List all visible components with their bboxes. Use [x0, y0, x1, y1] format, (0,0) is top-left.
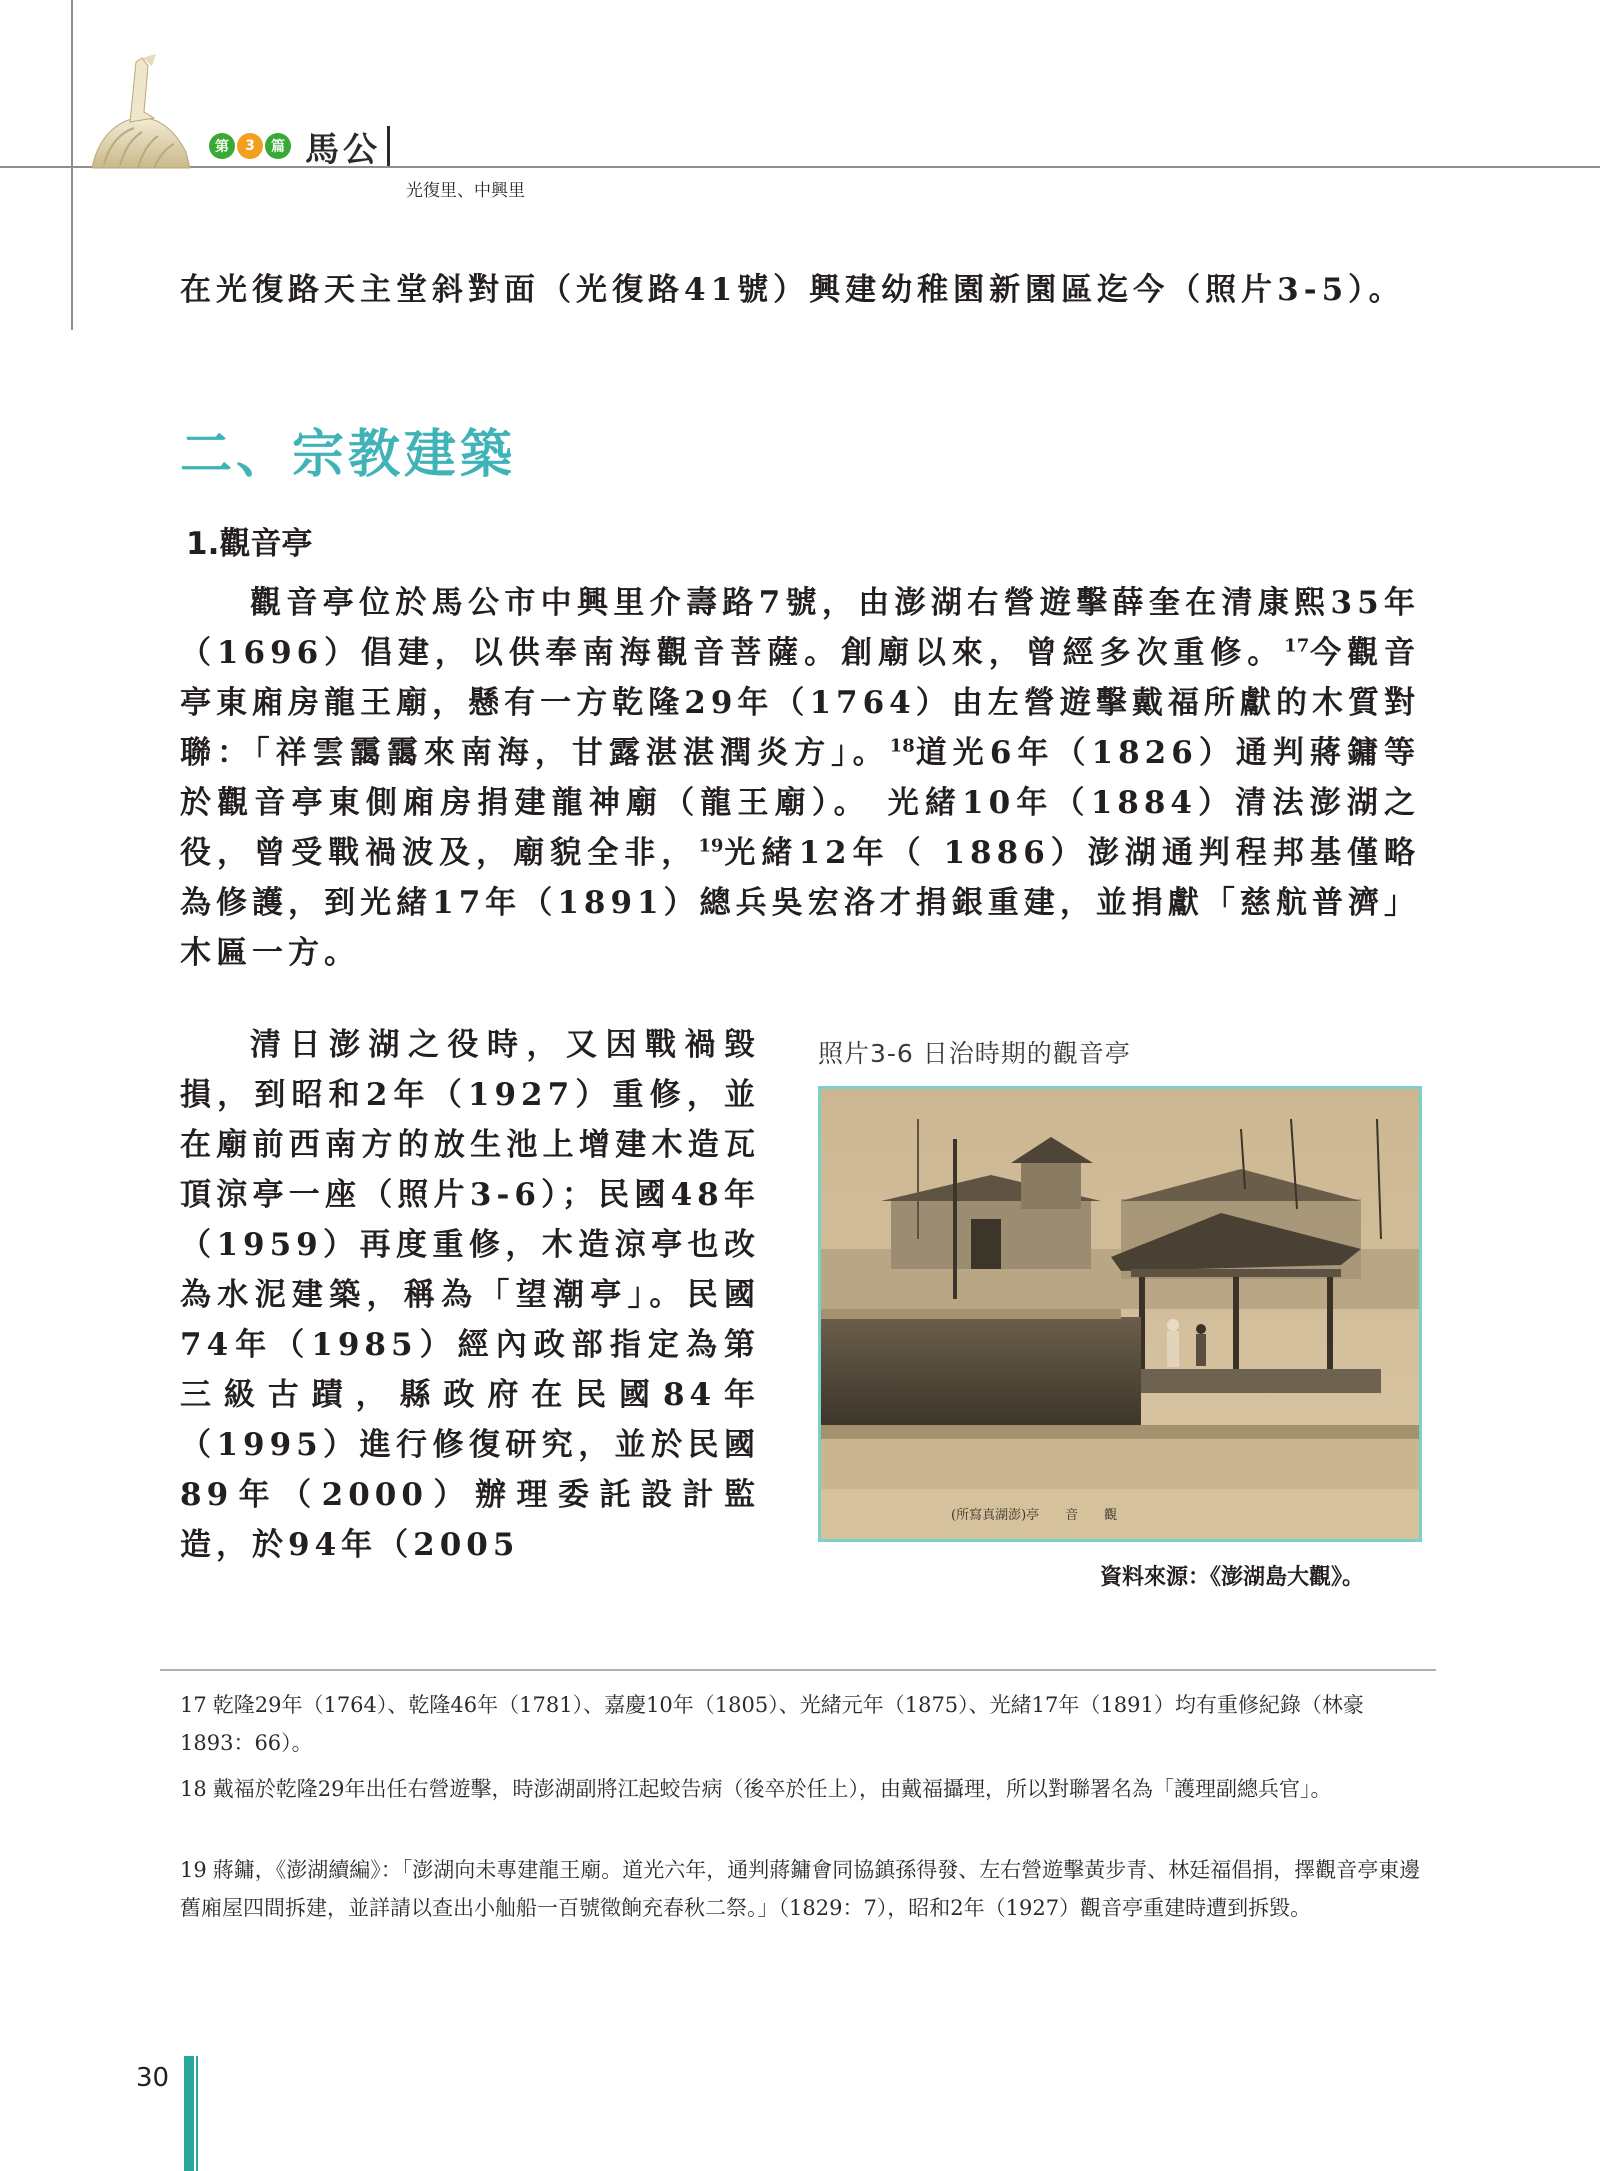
chapter-title-bar — [387, 126, 390, 166]
footnote-rule — [160, 1669, 1436, 1671]
chapter-subtitle: 光復里、中興里 — [406, 181, 525, 201]
footnote-text: 蔣鏞，《澎湖續編》：「澎湖向未專建龍王廟。道光六年，通判蔣鏞會同協鎮孫得發、左右營遊擊黃步青、林廷福倡捐，擇觀音亭東邊舊廂屋四間拆建，並詳請以查出小舢船一百號徵餉充春秋二祭。」（1829：7），昭和2年（1927）觀音亭重建時遭到拆毀。 — [180, 1858, 1421, 1920]
chapter-mark-number: 3 — [237, 133, 263, 159]
page-accent-bar-thin — [196, 2056, 198, 2171]
header-rule — [0, 166, 1600, 168]
footnote-18 — [180, 1770, 1430, 1808]
chapter-mark-suffix: 篇 — [265, 133, 291, 159]
subsection-title: 1.觀音亭 — [186, 526, 313, 562]
main-paragraph-part4: 光緒12年（ 1886）澎湖通判程邦基僅略為修護，到光緒17年（1891）總兵吳宏洛才捐銀重建，並捐獻「慈航普濟」木匾一方。 — [180, 835, 1420, 971]
left-column-paragraph: 清日澎湖之役時，又因戰禍毀損，到昭和2年（1927）重修，並在廟前西南方的放生池上增建木造瓦頂涼亭一座（照片3-6）；民國48年（1959）再度重修，木造涼亭也改為水泥建築，稱為「望潮亭」。民國74年（1985）經內政部指定為第三級古蹟，縣政府在民國84年（1995）進行修復研究，並於民國89年（2000）辦理委託設計監造，於94年（2005 — [180, 1027, 760, 1563]
figure-caption: 照片3-6 日治時期的觀音亭 — [818, 1039, 1131, 1068]
main-paragraph — [180, 578, 1420, 978]
footnote-number: 18 — [180, 1777, 207, 1801]
footnote-ref-18[interactable]: 18 — [889, 735, 915, 757]
footnote-number: 17 — [180, 1693, 207, 1717]
section-title: 二、宗教建築 — [180, 425, 517, 485]
temple-historic-photo — [818, 1086, 1422, 1542]
chapter-heading — [209, 128, 390, 170]
header-vertical-rule — [71, 0, 73, 330]
main-paragraph-part1: 觀音亭位於馬公市中興里介壽路7號，由澎湖右營遊擊薛奎在清康熙35年（1696）倡建，以供奉南海觀音菩薩。創廟以來，曾經多次重修。 — [180, 585, 1420, 671]
main-paragraph-part2: 今觀音亭東廂房龍王廟，懸有一方乾隆29年（1764）由左營遊擊戴福所獻的木質對聯：「祥雲靄靄來南海，甘露湛湛潤炎方」。 — [180, 635, 1421, 771]
main-paragraph-part3: 道光6年（1826）通判蔣鏞等於觀音亭東側廂房捐建龍神廟（龍王廟）。 光緒10年（1884）清法澎湖之役，曾受戰禍波及，廟貌全非， — [180, 735, 1420, 871]
intro-paragraph: 在光復路天主堂斜對面（光復路41號）興建幼稚園新園區迄今（照片3-5）。 — [180, 272, 1405, 308]
footnote-17 — [180, 1686, 1430, 1762]
chapter-mark-prefix: 第 — [209, 133, 235, 159]
figure-source: 資料來源：《澎湖島大觀》。 — [1100, 1565, 1365, 1590]
footnote-text: 乾隆29年（1764）、乾隆46年（1781）、嘉慶10年（1805）、光緒元年（1875）、光緒17年（1891）均有重修紀錄（林豪 1893：66）。 — [180, 1693, 1364, 1755]
chapter-title: 馬公 — [305, 129, 381, 170]
footnote-19 — [180, 1851, 1430, 1927]
page-accent-bar — [184, 2056, 194, 2171]
footnote-text: 戴福於乾隆29年出任右營遊擊，時澎湖副將江起蛟告病（後卒於任上），由戴福攝理，所以對聯署名為「護理副總兵官」。 — [212, 1777, 1332, 1801]
lighthouse-emblem-icon — [82, 52, 202, 170]
footnote-ref-17[interactable]: 17 — [1284, 635, 1310, 657]
footnote-number: 19 — [180, 1858, 207, 1882]
footnote-ref-19[interactable]: 19 — [698, 835, 724, 857]
photo-inscription: (所寫真湖澎)亭 音 觀 — [951, 1508, 1118, 1523]
temple-photo-illustration — [821, 1089, 1419, 1539]
page-number: 30 — [136, 2063, 170, 2093]
